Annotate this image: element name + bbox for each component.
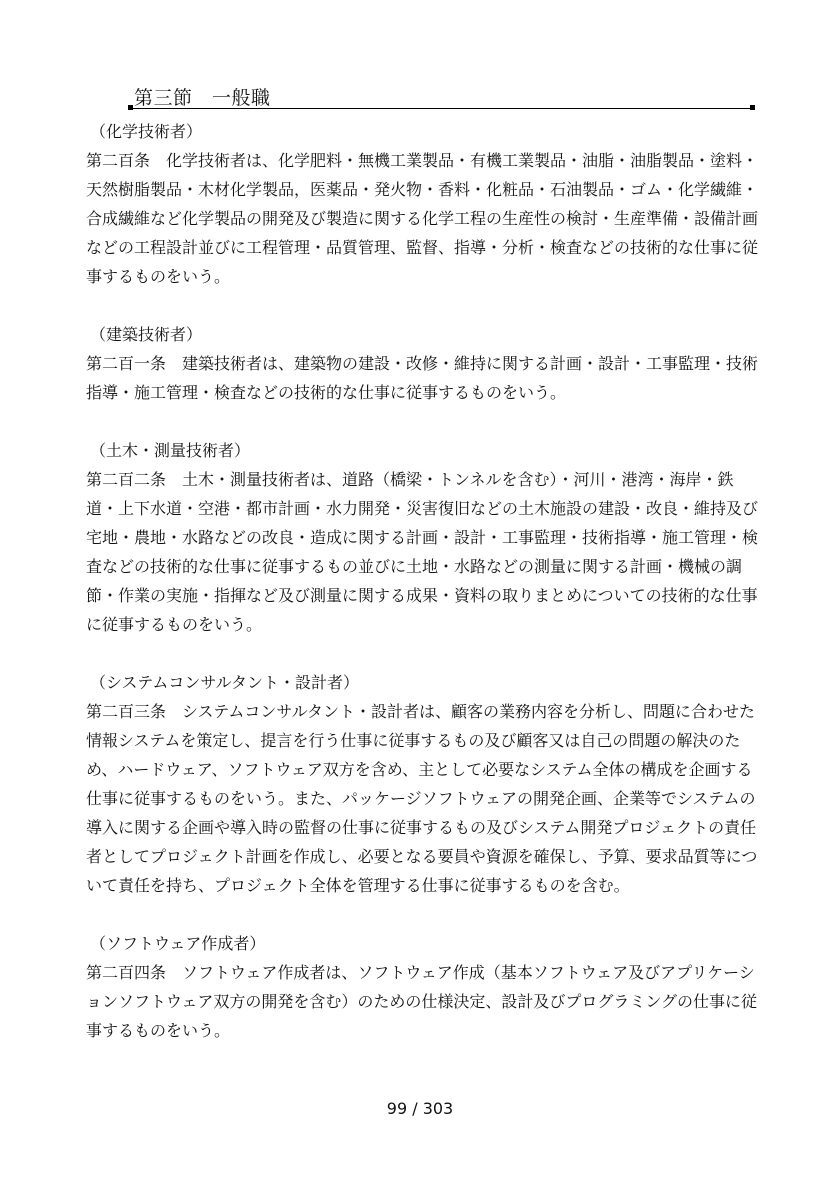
article-body: 第二百一条 建築技術者は、建築物の建設・改修・維持に関する計画・設計・工事監理・技術指導・施工管理・検査などの技術的な仕事に従事するものをいう。 [86,354,759,402]
article-software-developer [86,929,758,1045]
article-system-consultant [86,668,758,900]
article-architectural-engineer [86,320,758,407]
page-number: 99 / 303 [386,1099,454,1118]
section-title-underline [131,108,752,109]
article-body: 第二百二条 土木・測量技術者は、道路（橋梁・トンネルを含む）・河川・港湾・海岸・鉄道・上下水道・空港・都市計画・水力開発・災害復旧などの土木施設の建設・改良・維持及び宅地・農地・水路などの改良・造成に関する計画・設計・工事監理・技術指導・施工管理・検査などの技術的な仕事に従事するもの並びに土地・水路などの測量に関する計画・機械の調節・作業の実施・指揮など及び測量に関する成果・資料の取りまとめについての技術的な仕事に従事するものをいう。 [86,470,759,634]
article-body: 第二百三条 システムコンサルタント・設計者は、顧客の業務内容を分析し、問題に合わせた情報システムを策定し、提言を行う仕事に従事するもの及び顧客又は自己の問題の解決のため、ハードウェア、ソフトウェア双方を含め、主として必要なシステム全体の構成を企画する仕事に従事するものをいう。また、パッケージソフトウェアの開発企画、企業等でシステムの導入に関する企画や導入時の監督の仕事に従事するもの及びシステム開発プロジェクトの責任者としてプロジェクト計画を作成し、必要となる要員や資源を確保し、予算、要求品質等について責任を持ち、プロジェクト全体を管理する仕事に従事するものを含む。 [86,702,758,895]
section-title: 第三節 一般職 [134,87,271,109]
article-heading: （ソフトウェア作成者） [90,934,266,953]
article-body: 第二百条 化学技術者は、化学肥料・無機工業製品・有機工業製品・油脂・油脂製品・塗料・天然樹脂製品・木材化学製品，医薬品・発火物・香料・化粧品・石油製品・ゴム・化学繊維・合成繊維など化学製品の開発及び製造に関する化学工程の生産性の検討・生産準備・設備計画などの工程設計並びに工程管理・品質管理、監督、指導・分析・検査などの技術的な仕事に従事するものをいう。 [86,151,759,286]
article-heading: （化学技術者） [90,122,203,141]
article-body: 第二百四条 ソフトウェア作成者は、ソフトウェア作成（基本ソフトウェア及びアプリケーションソフトウェア双方の開発を含む）のための仕様決定、設計及びプログラミングの仕事に従事するものをいう。 [86,963,758,1040]
article-civil-survey-engineer [86,436,758,639]
title-rule-end-right [750,105,755,110]
document-body [86,117,758,1074]
article-heading: （建築技術者） [90,325,203,344]
article-heading: （システムコンサルタント・設計者） [90,673,359,692]
article-chemical-engineer [86,117,758,291]
article-heading: （土木・測量技術者） [90,441,251,460]
